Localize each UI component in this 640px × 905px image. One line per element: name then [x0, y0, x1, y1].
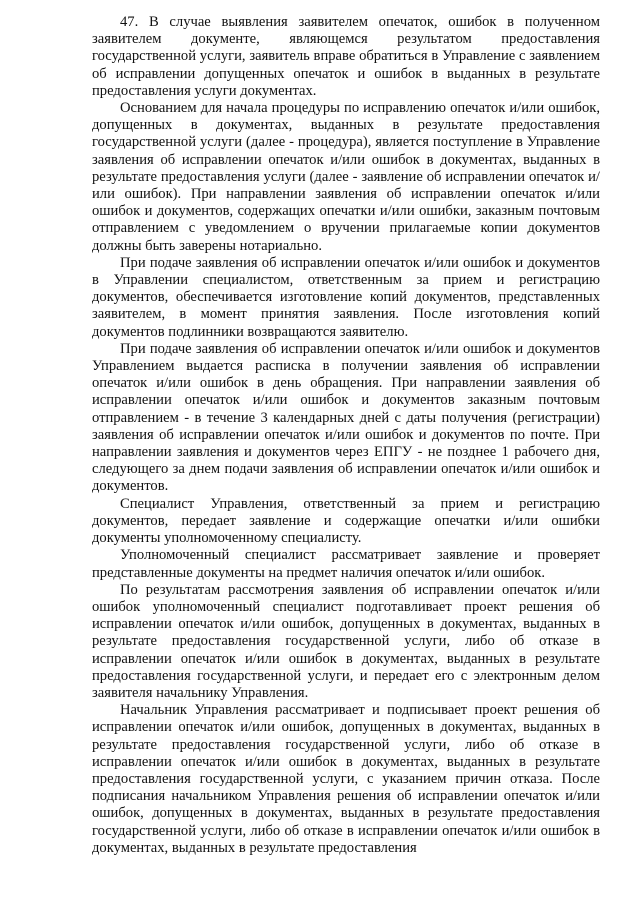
paragraph-signing: Начальник Управления рассматривает и подписывает проект решения об исправлении опечаток и/или ошибок, допущенных в документах, выданных в результате предоставления государственной услуги, либо об отказе в исправлении опечаток и/или ошибок в документах, выданных в результате предоставления государственной услуги, с указанием причин отказа. После подписания начальником Управления решения об исправлении опечаток и/или ошибок, допущенных в документах, выданных в результате предоставления государственной услуги, либо об отказе в исправлении опечаток и/или ошибок в документах, выданных в результате предоставления: [92, 702, 600, 856]
paragraph-transfer: Специалист Управления, ответственный за прием и регистрацию документов, передает заявление и содержащие опечатки и/или ошибки документы уполномоченному специалисту.: [92, 495, 600, 547]
paragraph-review: Уполномоченный специалист рассматривает заявление и проверяет представленные документы на предмет наличия опечаток и/или ошибок.: [92, 547, 600, 581]
document-page: [92, 14, 600, 857]
paragraph-47: 47. В случае выявления заявителем опечаток, ошибок в полученном заявителем документе, являющемся результатом предоставления государственной услуги, заявитель вправе обратиться в Управление с заявлением об исправлении допущенных опечаток и ошибок в выданных в результате предоставления услуги документах.: [92, 14, 600, 99]
paragraph-receipt: При подаче заявления об исправлении опечаток и/или ошибок и документов Управлением выдается расписка в получении заявления об исправлении опечаток и/или ошибок в день обращения. При направлении заявления об исправлении опечаток и/или ошибок и документов заказным почтовым отправлением - в течение 3 календарных дней с даты получения (регистрации) заявления об исправлении опечаток и/или ошибок и документов по почте. При направлении заявления и документов через ЕПГУ - не позднее 1 рабочего дня, следующего за днем подачи заявления об исправлении опечаток и/или ошибок и документов.: [92, 340, 600, 495]
paragraph-procedure-basis: Основанием для начала процедуры по исправлению опечаток и/или ошибок, допущенных в документах, выданных в результате предоставления государственной услуги (далее - процедура), является поступление в Управление заявления об исправлении опечаток и/или ошибок в документах, выданных в результате предоставления услуги (далее - заявление об исправлении опечаток и/или ошибок). При направлении заявления об исправлении опечаток и/или ошибок и документов, содержащих опечатки и/или ошибки, заказным почтовым отправлением с уведомлением о вручении прилагаемые копии документов должны быть заверены нотариально.: [92, 100, 600, 254]
paragraph-copies: При подаче заявления об исправлении опечаток и/или ошибок и документов в Управлении специалистом, ответственным за прием и регистрацию документов, обеспечивается изготовление копий документов, представленных заявителем, в момент принятия заявления. После изготовления копий документов подлинники возвращаются заявителю.: [92, 254, 600, 340]
paragraph-draft-decision: По результатам рассмотрения заявления об исправлении опечаток и/или ошибок уполномоченный специалист подготавливает проект решения об исправлении опечаток и/или ошибок, допущенных в документах, выданных в результате предоставления государственной услуги, либо об отказе в исправлении опечаток и/или ошибок в документах, выданных в результате предоставления государственной услуги, и передает его с электронным делом заявителя начальнику Управления.: [92, 581, 600, 701]
